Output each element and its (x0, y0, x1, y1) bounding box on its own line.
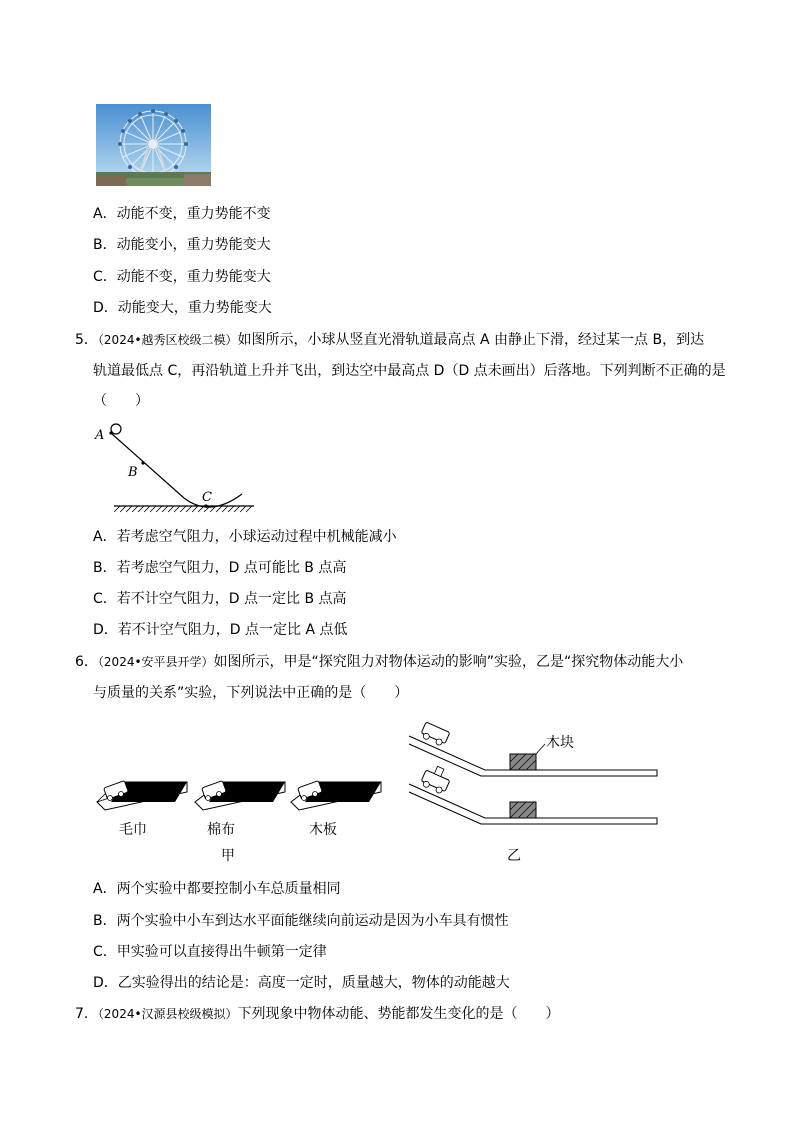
q6-stem-text1: 如图所示，甲是“探究阻力对物体运动的影响”实验，乙是“探究物体动能大小 (213, 654, 684, 670)
q5-answer-bracket: （ ） (93, 393, 149, 409)
q6-option-b: B．两个实验中小车到达水平面能继续向前运动是因为小车具有惯性 (93, 913, 509, 929)
q6-label-board: 木板 (309, 822, 337, 838)
q6-stem-line1 (75, 652, 683, 672)
q5-stem-line2: 轨道最低点 C，再沿轨道上升并飞出，到达空中最高点 D（D 点未画出）后落地。下列判断不正确的是 (93, 363, 726, 379)
q5-label-c: C (202, 490, 212, 505)
q6-ramp-cotton (195, 781, 285, 810)
q5-source: （2024•越秀区校级二模） (97, 333, 238, 347)
q5-label-a: A (95, 428, 105, 443)
q7-stem-line1 (75, 1004, 560, 1024)
q4-option-c: C．动能不变，重力势能变大 (93, 269, 271, 285)
q7-source: （2024•汉源县校级模拟） (97, 1007, 238, 1021)
q6-wood-block-bottom (510, 802, 536, 818)
q5-option-c: C．若不计空气阻力，D 点一定比 B 点高 (93, 591, 347, 607)
q7-number: 7． (75, 1006, 98, 1022)
q5-number: 5． (75, 332, 98, 348)
q6-source: （2024•安平县开学） (97, 655, 214, 669)
q6-option-d: D．乙实验得出的结论是：高度一定时，质量越大，物体的动能越大 (93, 975, 510, 991)
q5-stem-text1: 如图所示，小球从竖直光滑轨道最高点 A 由静止下滑，经过某一点 B，到达 (237, 332, 705, 348)
q5-option-d: D．若不计空气阻力，D 点一定比 A 点低 (93, 622, 348, 638)
q5-option-a: A．若考虑空气阻力，小球运动过程中机械能减小 (93, 529, 397, 545)
q6-option-c: C．甲实验可以直接得出牛顿第一定律 (93, 944, 327, 960)
q5-label-b: B (128, 465, 138, 480)
q6-stem-line2: 与质量的关系”实验，下列说法中正确的是（ ） (93, 685, 409, 701)
q6-caption-yi: 乙 (507, 848, 521, 864)
q4-option-a: A．动能不变，重力势能不变 (93, 206, 271, 222)
q4-option-d: D．动能变大，重力势能变大 (93, 300, 272, 316)
q6-number: 6． (75, 654, 98, 670)
q6-caption-jia: 甲 (221, 848, 235, 864)
q6-ramp-towel (97, 781, 187, 810)
ferris-wheel-photo (96, 104, 211, 186)
q6-ramp-board (291, 781, 381, 810)
q6-label-towel: 毛巾 (119, 822, 147, 838)
q5-option-b: B．若考虑空气阻力，D 点可能比 B 点高 (93, 560, 347, 576)
q4-option-b: B．动能变小，重力势能变大 (93, 237, 271, 253)
q5-track-figure (92, 420, 262, 520)
q6-option-a: A．两个实验中都要控制小车总质量相同 (93, 881, 341, 897)
q6-label-wood-block: 木块 (546, 735, 574, 751)
q6-wood-block-top (510, 754, 536, 770)
q6-figure-yi (405, 718, 665, 868)
q5-stem-line1 (75, 330, 704, 350)
q6-label-cotton: 棉布 (207, 822, 235, 838)
q7-stem-text: 下列现象中物体动能、势能都发生变化的是（ ） (237, 1006, 560, 1022)
q6-figure-jia (95, 772, 395, 867)
